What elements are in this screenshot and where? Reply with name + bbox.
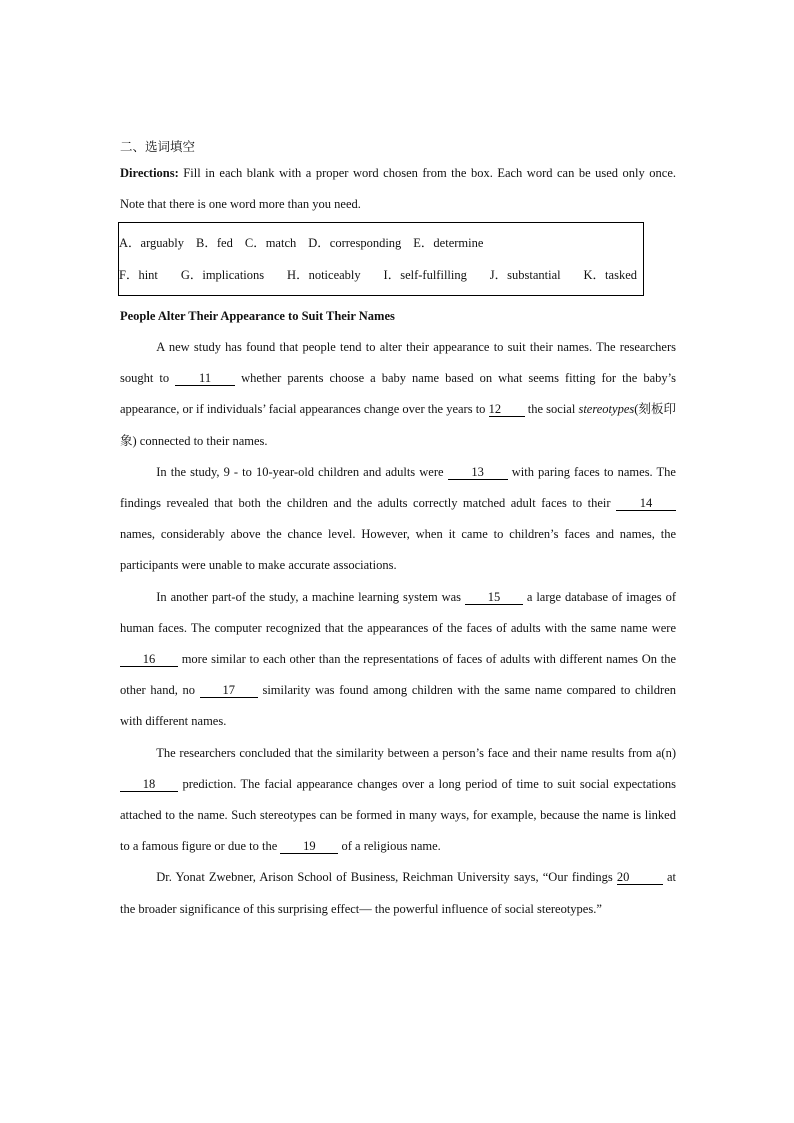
- word-option: G．implications: [180, 268, 265, 282]
- paragraph-text: the social: [524, 402, 579, 417]
- word-option: F．hint: [119, 268, 158, 282]
- word-box-row-2: [119, 259, 643, 291]
- paragraph-text: In the study, 9 - to 10-year-old children and adults were: [156, 464, 448, 479]
- word-box: [118, 222, 644, 296]
- blank-19[interactable]: 19: [280, 839, 338, 854]
- paragraph-text: The researchers concluded that the similarity between a person’s face and their name results from a(n): [156, 745, 676, 760]
- word-option: J．substantial: [489, 268, 561, 282]
- paragraph-text: of a religious name.: [338, 839, 441, 854]
- word-option: I．self-fulfilling: [383, 268, 467, 282]
- blank-18[interactable]: 18: [120, 777, 178, 792]
- section-title: 二、选词填空: [120, 139, 196, 154]
- paragraph-4: [120, 738, 676, 863]
- word-option: D．corresponding: [308, 236, 402, 250]
- paragraph-2: [120, 457, 676, 582]
- blank-14[interactable]: 14: [616, 496, 676, 511]
- word-option: A．arguably: [119, 236, 185, 250]
- worksheet-page: [120, 136, 676, 925]
- emphasis-text: stereotypes: [578, 402, 635, 417]
- paragraph-text: A new study has found that people tend to alter their appearance to suit their names. The researchers sought to: [120, 340, 676, 386]
- paragraph-3: [120, 582, 676, 738]
- paragraph-1: [120, 332, 676, 457]
- paragraph-text: (刻板印象) connected to their names.: [120, 402, 676, 448]
- blank-15[interactable]: 15: [465, 590, 523, 605]
- paragraph-text: names, considerably above the chance level. However, when it came to children’s faces and names, the participants were unable to make accurate associations.: [120, 527, 676, 573]
- blank-17[interactable]: 17: [200, 683, 258, 698]
- paragraph-text: Dr. Yonat Zwebner, Arison School of Business, Reichman University says, “Our findings: [156, 870, 617, 885]
- paragraph-text: whether parents choose a baby name based on what seems fitting for the baby’s appearance, or if individuals’ facial appearances change over the years to: [120, 371, 676, 417]
- blank-11[interactable]: 11: [175, 371, 235, 386]
- paragraph-text: with paring faces to names. The findings revealed that both the children and the adults correctly matched adult faces to their: [120, 464, 676, 511]
- paragraph-text: at the broader significance of this surprising effect— the powerful influence of social stereotypes.”: [120, 870, 676, 916]
- blank-20[interactable]: 20: [617, 870, 663, 885]
- word-option: E．determine: [413, 236, 484, 250]
- directions-label: Directions:: [120, 166, 179, 180]
- blank-16[interactable]: 16: [120, 652, 178, 667]
- directions: [120, 158, 676, 220]
- article-title: People Alter Their Appearance to Suit Their Names: [120, 309, 395, 323]
- paragraph-text: similarity was found among children with the same name compared to children with different names.: [120, 683, 676, 729]
- paragraph-5: [120, 862, 676, 924]
- word-option: B．fed: [196, 236, 233, 250]
- word-box-row-1: [119, 227, 643, 259]
- word-option: H．noticeably: [287, 268, 361, 282]
- word-option: K．tasked: [583, 268, 637, 282]
- paragraph-text: In another part-of the study, a machine learning system was: [156, 589, 465, 604]
- directions-text: Fill in each blank with a proper word chosen from the box. Each word can be used only once. Note that there is one word more than you need.: [120, 166, 676, 211]
- paragraph-text: prediction. The facial appearance changes over a long period of time to suit social expectations attached to the name. Such stereotypes can be formed in many ways, for example, because the name is linked to a famous figure or due to the: [120, 776, 676, 854]
- word-option: C．match: [244, 236, 297, 250]
- blank-13[interactable]: 13: [448, 465, 508, 480]
- blank-12[interactable]: 12: [489, 402, 525, 417]
- paragraph-text: more similar to each other than the representations of faces of adults with different names On the other hand, no: [120, 652, 676, 698]
- paragraph-text: a large database of images of human faces. The computer recognized that the appearances of the faces of adults with the same name were: [120, 589, 676, 635]
